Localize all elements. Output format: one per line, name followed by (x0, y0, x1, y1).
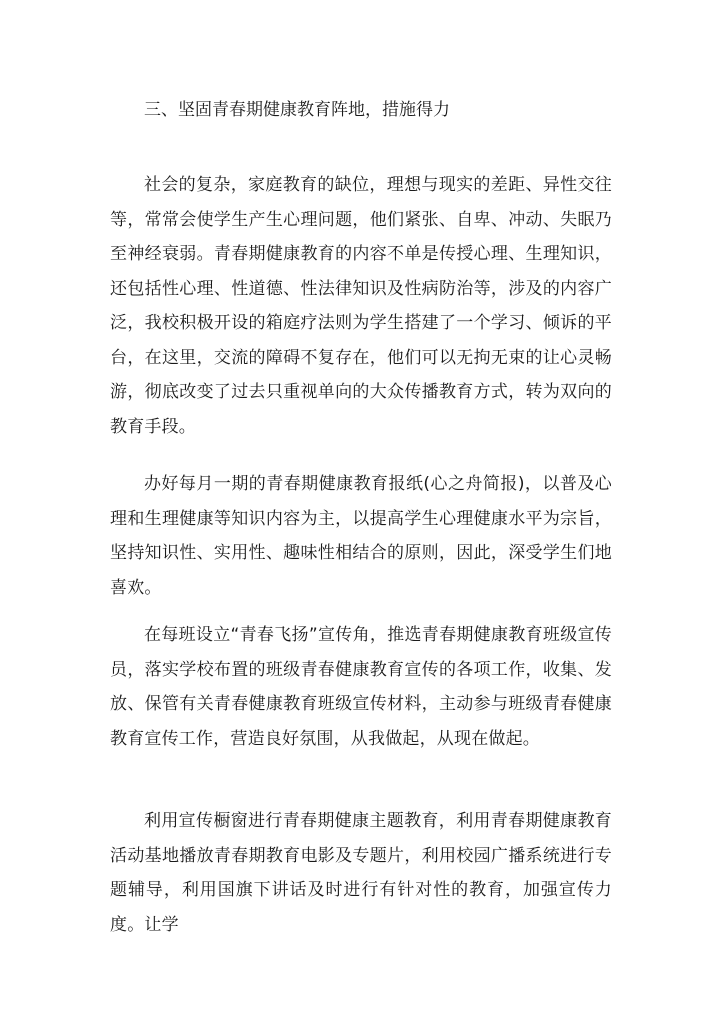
paragraph-class-corner: 在每班设立“青春飞扬”宣传角，推选青春期健康教育班级宣传员，落实学校布置的班级青春健康教育宣传的各项工作，收集、发放、保管有关青春健康教育班级宣传材料，主动参与班级青春健康教育宣传工作，营造良好氛围，从我做起，从现在做起。 (110, 625, 612, 749)
paragraph-publicity: 利用宣传橱窗进行青春期健康主题教育，利用青春期健康教育活动基地播放青春期教育电影及专题片，利用校园广播系统进行专题辅导，利用国旗下讲话及时进行有针对性的教育，加强宣传力度。让学 (110, 811, 612, 935)
paragraph-psychology-issues: 社会的复杂，家庭教育的缺位，理想与现实的差距、异性交往等，常常会使学生产生心理问题，他们紧张、自卑、冲动、失眠乃至神经衰弱。青春期健康教育的内容不单是传授心理、生理知识，还包括性心理、性道德、性法律知识及性病防治等，涉及的内容广泛，我校积极开设的箱庭疗法则为学生搭建了一个学习、倾诉的平台，在这里，交流的障碍不复存在，他们可以无拘无束的让心灵畅游，彻底改变了过去只重视单向的大众传播教育方式，转为双向的教育手段。 (110, 175, 612, 437)
section-heading: 三、坚固青春期健康教育阵地，措施得力 (144, 100, 450, 120)
paragraph-newspaper: 办好每月一期的青春期健康教育报纸(心之舟简报)，以普及心理和生理健康等知识内容为主，以提高学生心理健康水平为宗旨，坚持知识性、实用性、趣味性相结合的原则，因此，深受学生们地喜欢。 (110, 474, 612, 598)
